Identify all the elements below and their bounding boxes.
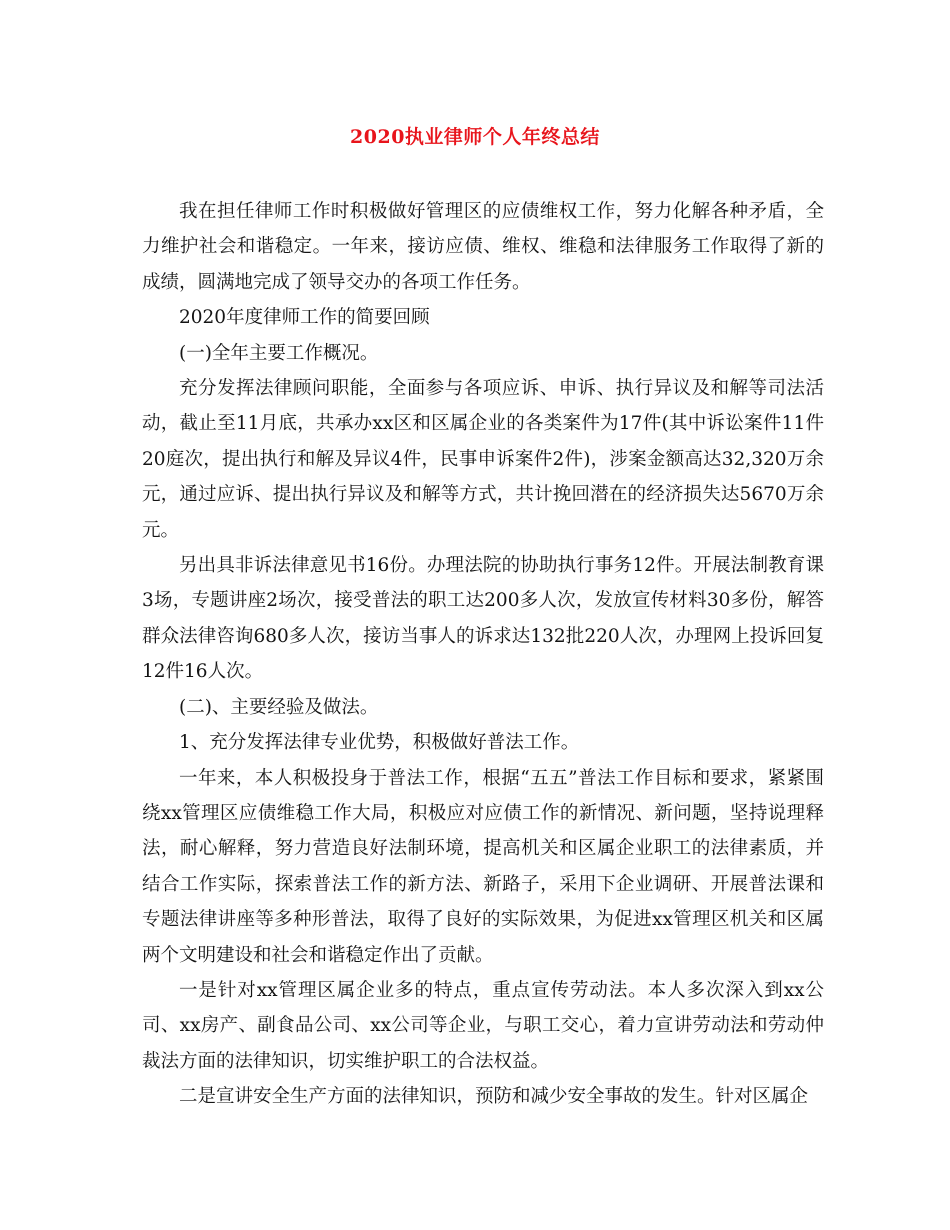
paragraph-heading-experience: (二)、主要经验及做法。 bbox=[179, 696, 379, 718]
paragraph-labor-law: 一是针对xx管理区属企业多的特点，重点宣传劳动法。本人多次深入到xx公司、xx房产、副食品公司、xx公司等企业，与职工交心，着力宣讲劳动法和劳动仲裁法方面的法律知识，切实维护职工的合法权益。 bbox=[142, 979, 824, 1072]
paragraph-legal-education: 一年来，本人积极投身于普法工作，根据“五五”普法工作目标和要求，紧紧围绕xx管理区应债维稳工作大局，积极应对应债工作的新情况、新问题，坚持说理释法，耐心解释，努力营造良好法制环境，提高机关和区属企业职工的法律素质，并结合工作实际，探索普法工作的新方法、新路子，采用下企业调研、开展普法课和专题法律讲座等多种形普法，取得了良好的实际效果，为促进xx管理区机关和区属两个文明建设和社会和谐稳定作出了贡献。 bbox=[142, 767, 824, 966]
paragraph-intro: 我在担任律师工作时积极做好管理区的应债维权工作，努力化解各种矛盾，全力维护社会和谐稳定。一年来，接访应债、维权、维稳和法律服务工作取得了新的成绩，圆满地完成了领导交办的各项工作任务。 bbox=[142, 201, 824, 293]
paragraph-cases: 充分发挥法律顾问职能，全面参与各项应诉、申诉、执行异议及和解等司法活动，截止至11月底，共承办xx区和区属企业的各类案件为17件(其中诉讼案件11件20庭次，提出执行和解及异议4件，民事申诉案件2件)，涉案金额高达32,320万余元，通过应诉、提出执行异议及和解等方式，共计挽回潜在的经济损失达5670万余元。 bbox=[142, 378, 824, 541]
document-body bbox=[142, 194, 824, 1115]
paragraph-heading-review: 2020年度律师工作的简要回顾 bbox=[179, 307, 430, 329]
paragraph-heading-item-1: 1、充分发挥法律专业优势，积极做好普法工作。 bbox=[179, 732, 580, 754]
paragraph-non-litigation: 另出具非诉法律意见书16份。办理法院的协助执行事务12件。开展法制教育课3场，专题讲座2场次，接受普法的职工达200多人次，发放宣传材料30多份，解答群众法律咨询680多人次，接访当事人的诉求达132批220人次，办理网上投诉回复12件16人次。 bbox=[142, 555, 824, 683]
paragraph-heading-overview: (一)全年主要工作概况。 bbox=[179, 342, 379, 364]
paragraph-safety-law: 二是宣讲安全生产方面的法律知识，预防和减少安全事故的发生。针对区属企 bbox=[179, 1086, 809, 1108]
document-title: 2020执业律师个人年终总结 bbox=[350, 126, 600, 148]
